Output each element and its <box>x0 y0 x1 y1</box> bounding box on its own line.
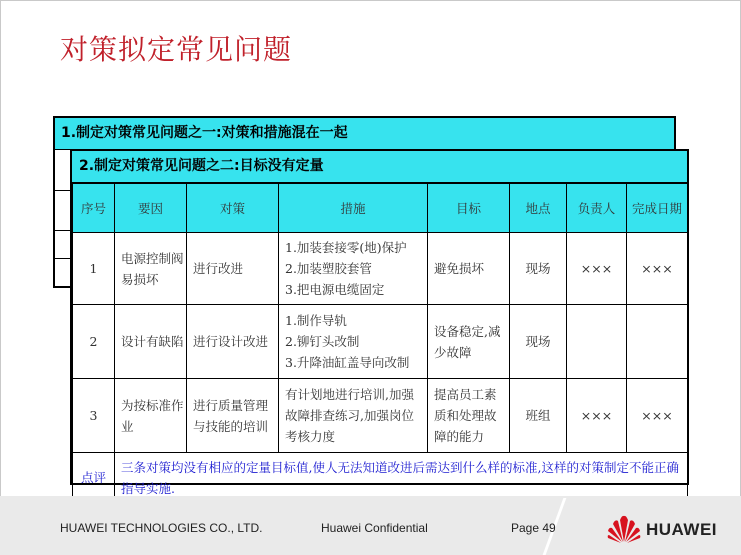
measure-line: 3.升降油缸盖导向改制 <box>285 355 410 370</box>
row-number: 1 <box>73 233 115 305</box>
countermeasure-cell: 进行改进 <box>187 233 279 305</box>
table-row <box>73 379 688 453</box>
footer-brand: HUAWEI <box>646 520 717 539</box>
col-header: 要因 <box>115 184 187 233</box>
cause-cell: 电源控制阀易损坏 <box>115 233 187 305</box>
page-title: 对策拟定常见问题 <box>60 33 293 66</box>
deadline-cell: ××× <box>627 379 688 453</box>
table-row <box>73 305 688 379</box>
footer-confidential: Huawei Confidential <box>321 521 428 535</box>
problem1-heading: 1.制定对策常见问题之一:对策和措施混在一起 <box>55 118 674 150</box>
measures-cell: 有计划地进行培训,加强故障排查练习,加强岗位考核力度 <box>279 379 428 453</box>
col-header: 完成日期 <box>627 184 688 233</box>
col-header: 序号 <box>73 184 115 233</box>
location-cell: 班组 <box>510 379 567 453</box>
problem2-card <box>70 149 689 496</box>
cause-cell: 设计有缺陷 <box>115 305 187 379</box>
owner-cell: ××× <box>567 379 627 453</box>
col-header: 负责人 <box>567 184 627 233</box>
problem1-row-line <box>55 258 71 259</box>
measure-line: 1.加装套接零(地)保护 <box>285 240 407 255</box>
measure-line: 3.把电源电缆固定 <box>285 282 385 297</box>
countermeasure-cell: 进行设计改进 <box>187 305 279 379</box>
cause-cell: 为按标准作业 <box>115 379 187 453</box>
location-cell: 现场 <box>510 233 567 305</box>
deadline-cell <box>627 305 688 379</box>
target-cell: 提高员工素质和处理故障的能力 <box>428 379 510 453</box>
comment-row <box>73 453 688 503</box>
comment-label: 点评 <box>73 453 115 503</box>
measures-cell <box>279 305 428 379</box>
measures-cell <box>279 233 428 305</box>
huawei-logo-icon <box>607 514 641 544</box>
col-header: 对策 <box>187 184 279 233</box>
location-cell: 现场 <box>510 305 567 379</box>
problem2-heading: 2.制定对策常见问题之二:目标没有定量 <box>72 151 687 183</box>
owner-cell <box>567 305 627 379</box>
row-number: 2 <box>73 305 115 379</box>
countermeasure-table <box>72 183 688 503</box>
col-header: 目标 <box>428 184 510 233</box>
measure-line: 1.制作导轨 <box>285 313 347 328</box>
owner-cell: ××× <box>567 233 627 305</box>
footer-company: HUAWEI TECHNOLOGIES CO., LTD. <box>60 521 263 535</box>
measure-line: 2.铆钉头改制 <box>285 334 360 349</box>
footer-page-number: Page 49 <box>511 521 556 535</box>
target-cell: 避免损坏 <box>428 233 510 305</box>
countermeasure-cell: 进行质量管理与技能的培训 <box>187 379 279 453</box>
col-header: 措施 <box>279 184 428 233</box>
table-row <box>73 233 688 305</box>
row-number: 3 <box>73 379 115 453</box>
problem1-row-line <box>55 190 71 191</box>
comment-text: 三条对策均没有相应的定量目标值,使人无法知道改进后需达到什么样的标准,这样的对策制定不能正确指导实施. <box>115 453 688 503</box>
deadline-cell: ××× <box>627 233 688 305</box>
col-header: 地点 <box>510 184 567 233</box>
measure-line: 2.加装塑胶套管 <box>285 261 372 276</box>
table-header-row <box>73 184 688 233</box>
target-cell: 设备稳定,减少故障 <box>428 305 510 379</box>
problem1-row-line <box>55 230 71 231</box>
